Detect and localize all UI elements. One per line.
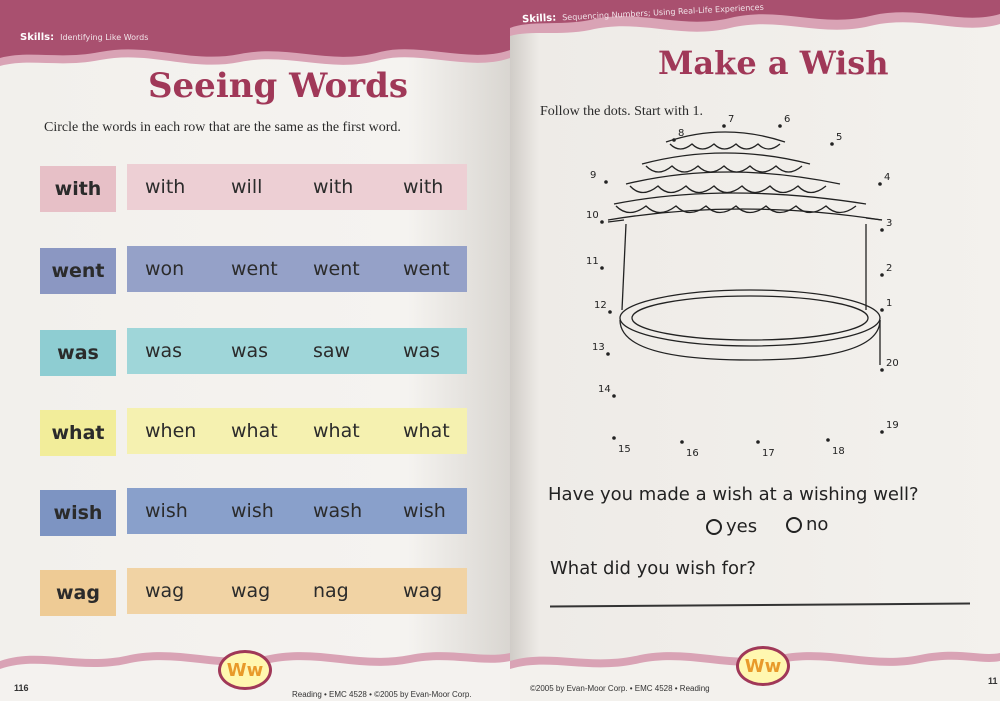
page-number: 11 [988, 676, 998, 686]
answer-line[interactable] [550, 603, 970, 608]
choice-band [127, 568, 467, 614]
choice-word[interactable]: was [403, 340, 441, 362]
dot[interactable] [880, 308, 884, 312]
option-no[interactable] [786, 514, 828, 535]
dot-number: 2 [886, 263, 893, 274]
question-wishing-well: Have you made a wish at a wishing well? [548, 484, 919, 505]
dot-layer [586, 114, 899, 459]
ww-badge: Ww [736, 646, 790, 686]
target-word: with [40, 166, 116, 212]
dot[interactable] [880, 273, 884, 277]
dot[interactable] [612, 436, 616, 440]
word-row [40, 488, 468, 536]
dot-number: 5 [836, 132, 843, 143]
word-row [40, 246, 468, 294]
choice-word[interactable]: wag [403, 580, 443, 602]
option-yes-label: yes [726, 516, 758, 537]
choice-band [127, 488, 467, 534]
choice-band [127, 164, 467, 210]
dot-number: 18 [832, 446, 845, 457]
option-no-label: no [806, 514, 829, 535]
choice-word[interactable]: with [145, 176, 186, 198]
dot[interactable] [880, 368, 884, 372]
choice-word[interactable]: went [403, 258, 450, 280]
dot[interactable] [878, 182, 882, 186]
dot-number: 14 [598, 384, 611, 395]
footer-text: ©2005 by Evan-Moor Corp. • EMC 4528 • Reading [530, 684, 710, 693]
dot-number: 6 [784, 114, 791, 125]
choice-word[interactable]: was [231, 340, 269, 362]
dot[interactable] [672, 138, 676, 142]
page-title: Seeing Words [148, 66, 408, 106]
choice-word[interactable]: went [231, 258, 278, 280]
roof-drawing [608, 132, 882, 222]
dot-number: 10 [586, 210, 599, 221]
choice-word[interactable]: what [313, 420, 360, 442]
choice-word[interactable]: wag [231, 580, 271, 602]
choice-word[interactable]: wish [231, 500, 274, 522]
choice-word[interactable]: won [145, 258, 185, 280]
dot[interactable] [778, 124, 782, 128]
dot-number: 13 [592, 342, 605, 353]
choice-word[interactable]: went [313, 258, 360, 280]
choice-word[interactable]: with [313, 176, 354, 198]
choice-word[interactable]: what [231, 420, 278, 442]
choice-word[interactable]: wash [313, 500, 363, 522]
dot-number: 9 [590, 170, 597, 181]
word-row [40, 568, 468, 616]
target-word: was [40, 330, 116, 376]
dot-number: 3 [886, 218, 893, 229]
dot[interactable] [830, 142, 834, 146]
dot-number: 8 [678, 128, 685, 139]
page-title: Make a Wish [658, 44, 889, 82]
choice-word[interactable]: wag [145, 580, 185, 602]
dot[interactable] [612, 394, 616, 398]
dot-number: 15 [618, 444, 631, 455]
dot[interactable] [608, 310, 612, 314]
dot-number: 16 [686, 448, 699, 459]
skills-text: Sequencing Numbers; Using Real-Life Experiences [561, 2, 764, 23]
target-word: went [40, 248, 116, 294]
instruction-text: Follow the dots. Start with 1. [540, 104, 703, 119]
dot[interactable] [756, 440, 760, 444]
choice-word[interactable]: wish [403, 500, 446, 522]
well-drawing [620, 224, 880, 365]
question-what-wish: What did you wish for? [550, 558, 756, 579]
page-number: 116 [14, 683, 29, 693]
dot-number: 19 [886, 420, 899, 431]
connect-the-dots-puzzle[interactable] [510, 114, 1000, 460]
skills-line [20, 32, 148, 43]
dot[interactable] [600, 220, 604, 224]
footer-text: Reading • EMC 4528 • ©2005 by Evan-Moor Corp. [292, 690, 472, 699]
target-word: wish [40, 490, 116, 536]
dot-number: 4 [884, 172, 891, 183]
dot[interactable] [680, 440, 684, 444]
radio-circle-icon [786, 517, 802, 533]
dot[interactable] [880, 228, 884, 232]
instruction-text: Circle the words in each row that are the same as the first word. [44, 120, 401, 135]
dot[interactable] [826, 438, 830, 442]
word-row [40, 164, 468, 212]
choice-word[interactable]: will [231, 176, 263, 198]
dot-number: 7 [728, 114, 735, 125]
option-yes[interactable] [706, 516, 757, 537]
radio-circle-icon [706, 519, 722, 535]
dot-number: 20 [886, 358, 899, 369]
dot[interactable] [722, 124, 726, 128]
ww-badge: Ww [218, 650, 272, 690]
choice-band [127, 246, 467, 292]
target-word: what [40, 410, 116, 456]
word-row [40, 328, 468, 376]
dot-number: 11 [586, 256, 599, 267]
target-word: wag [40, 570, 116, 616]
dot-number: 1 [886, 298, 893, 309]
dot-number: 12 [594, 300, 607, 311]
dot[interactable] [604, 180, 608, 184]
choice-word[interactable]: what [403, 420, 450, 442]
choice-word[interactable]: when [145, 420, 197, 442]
choice-word[interactable]: nag [313, 580, 349, 602]
word-row [40, 408, 468, 456]
choice-word[interactable]: was [145, 340, 183, 362]
choice-band [127, 328, 467, 374]
dot[interactable] [600, 266, 604, 270]
dot[interactable] [880, 430, 884, 434]
choice-word[interactable]: wish [145, 500, 188, 522]
skills-label: Skills: [20, 32, 55, 43]
dot-number: 17 [762, 448, 775, 459]
dot[interactable] [606, 352, 610, 356]
choice-word[interactable]: saw [313, 340, 351, 362]
right-page [510, 0, 1000, 701]
choice-band [127, 408, 467, 454]
skills-text: Identifying Like Words [60, 33, 149, 42]
skills-label: Skills: [521, 12, 557, 26]
choice-word[interactable]: with [403, 176, 444, 198]
